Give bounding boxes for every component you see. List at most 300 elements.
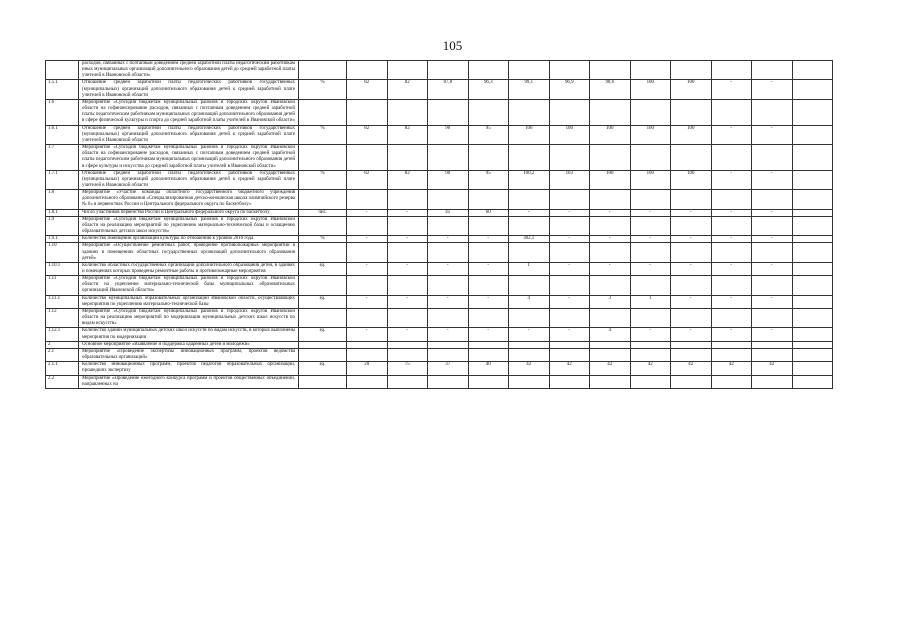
row-number: 2.1 — [46, 348, 79, 361]
row-value: 1 — [630, 295, 671, 308]
row-value — [590, 341, 631, 348]
table-row — [46, 190, 833, 209]
row-value — [428, 243, 469, 262]
row-value: - — [549, 262, 590, 275]
row-value: 45 — [428, 209, 469, 216]
row-value — [792, 362, 833, 375]
row-value: - — [752, 80, 793, 99]
row-value — [590, 348, 631, 361]
row-value — [630, 216, 671, 235]
row-description: Количество областных государственных организаций дополнительного образования детей, в зданиях и помещениях которых проведены ремонтные работы и противопожарные мероприятия — [79, 262, 299, 275]
row-value: - — [590, 236, 631, 243]
row-description: Мероприятие «Субсидия бюджетам муниципальных районов и городских округов Ивановской области на софинансирование расходов, связанных с поэтапным доведением средней заработной платы педагогическим работникам муниципальных организаций дополнительного образования детей в сфере культуры и искусства до средней заработной платы учителей в Ивановской области» — [79, 145, 299, 171]
row-value — [590, 276, 631, 295]
row-value — [509, 190, 550, 209]
row-value: 4 — [590, 328, 631, 341]
row-number: 1.7.1 — [46, 170, 79, 189]
row-value: - — [752, 236, 793, 243]
row-value: 90 — [428, 170, 469, 189]
row-value — [387, 61, 428, 80]
row-value — [630, 145, 671, 171]
row-number: 1.9 — [46, 216, 79, 235]
row-value — [428, 61, 469, 80]
row-description: Отношение средней заработной платы педагогических работников государственных (муниципальных) организаций дополнительного образования детей к средней заработной плате учителей в Ивановской области — [79, 80, 299, 99]
row-value — [711, 190, 752, 209]
table-row — [46, 276, 833, 295]
row-number: 1.10 — [46, 243, 79, 262]
table-body — [46, 61, 833, 389]
row-number: 1.5.1 — [46, 80, 79, 99]
row-unit — [299, 276, 347, 295]
row-value — [630, 190, 671, 209]
row-value — [792, 328, 833, 341]
row-value: - — [671, 295, 712, 308]
row-value — [671, 190, 712, 209]
row-value — [387, 190, 428, 209]
row-value: 96,9 — [549, 80, 590, 99]
row-value: - — [630, 328, 671, 341]
row-value — [468, 61, 509, 80]
row-number: 1.10.1 — [46, 262, 79, 275]
row-value — [468, 243, 509, 262]
row-value — [630, 61, 671, 80]
row-value: - — [590, 262, 631, 275]
row-value — [671, 348, 712, 361]
row-description: Мероприятие «Субсидия бюджетам муниципальных районов и городских округов Ивановской области на укрепление материально-технической базы муниципальных образовательных организаций Ивановской области» — [79, 276, 299, 295]
row-number: 1.6.1 — [46, 125, 79, 144]
row-unit — [299, 375, 347, 388]
row-value — [590, 243, 631, 262]
row-description: Мероприятие «Участие команды областного государственного бюджетного учреждения дополнительного образования «Специализированная детско-юношеская школа олимпийского резерва № 6» в первенствах России и Центрального федерального округа по баскетболу» — [79, 190, 299, 209]
row-description: Мероприятие «Субсидия бюджетам муниципальных районов и городских округов Ивановской области на софинансирование расходов, связанных с поэтапным доведением средней заработной платы педагогическим работникам муниципальных организаций дополнительного образования детей в сфере физической культуры и спорта до средней заработной платы учителей в Ивановской области» — [79, 99, 299, 125]
row-value — [509, 375, 550, 388]
row-value — [468, 375, 509, 388]
row-value — [711, 341, 752, 348]
row-value: 103 — [549, 170, 590, 189]
row-value — [387, 145, 428, 171]
row-value: 302,1 — [509, 236, 550, 243]
row-value — [549, 308, 590, 327]
row-description: Основное мероприятие «Выявление и поддержка одаренных детей и молодежи» — [79, 341, 299, 348]
row-value: 82 — [387, 170, 428, 189]
row-number: 1.6 — [46, 99, 79, 125]
row-value — [630, 276, 671, 295]
row-unit — [299, 243, 347, 262]
row-value — [387, 99, 428, 125]
row-unit: ед. — [299, 362, 347, 375]
row-value: 42 — [711, 362, 752, 375]
row-value: 40 — [468, 362, 509, 375]
row-value — [549, 375, 590, 388]
row-value — [428, 341, 469, 348]
row-value: - — [752, 170, 793, 189]
row-unit: % — [299, 125, 347, 144]
row-value: 100 — [630, 80, 671, 99]
row-value: 20 — [347, 362, 388, 375]
row-value: 100 — [671, 80, 712, 99]
row-value: 42 — [509, 362, 550, 375]
row-number: 2 — [46, 341, 79, 348]
row-value: - — [347, 236, 388, 243]
row-value: - — [549, 236, 590, 243]
row-value — [387, 348, 428, 361]
row-number: 1.12 — [46, 308, 79, 327]
row-unit — [299, 341, 347, 348]
row-value: - — [711, 80, 752, 99]
row-value: 82 — [387, 80, 428, 99]
row-value — [387, 243, 428, 262]
row-description: Мероприятие «Субсидия бюджетам муниципальных районов и городских округов Ивановской области на реализацию мероприятий по модернизации муниципальных детских школ искусств по видам искусств» — [79, 308, 299, 327]
row-value: - — [630, 262, 671, 275]
row-value — [792, 341, 833, 348]
row-value: - — [347, 328, 388, 341]
row-value: 100 — [590, 170, 631, 189]
row-unit: ед. — [299, 262, 347, 275]
row-description: Число участников первенства России и Центрального федерального округа по баскетболу — [79, 209, 299, 216]
row-value — [752, 61, 793, 80]
row-value: - — [428, 328, 469, 341]
row-value — [671, 341, 712, 348]
row-value: 42 — [590, 362, 631, 375]
row-value — [671, 308, 712, 327]
table-row — [46, 348, 833, 361]
row-value — [711, 276, 752, 295]
row-description: Мероприятие «Проведение ежегодного конкурса программ и проектов общественных объединений, направленных на — [79, 375, 299, 388]
row-number: 1.12.1 — [46, 328, 79, 341]
row-value: 4 — [509, 295, 550, 308]
row-description: Отношение средней заработной платы педагогических работников государственных (муниципальных) организаций дополнительного образования детей к средней заработной плате учителей в Ивановской области — [79, 170, 299, 189]
row-value — [671, 99, 712, 125]
row-value — [468, 276, 509, 295]
row-value: - — [509, 328, 550, 341]
row-value — [590, 99, 631, 125]
row-value — [549, 190, 590, 209]
row-value: - — [711, 209, 752, 216]
row-value: - — [387, 328, 428, 341]
row-value — [590, 61, 631, 80]
table-row — [46, 80, 833, 99]
row-description: Отношение средней заработной платы педагогических работников государственных (муниципальных) организаций дополнительного образования детей к средней заработной плате учителей в Ивановской области — [79, 125, 299, 144]
row-value: - — [347, 295, 388, 308]
row-value: - — [752, 328, 793, 341]
row-value: 100 — [671, 170, 712, 189]
row-value — [792, 125, 833, 144]
row-description: Количество зданий муниципальных детских школ искусств по видам искусств, в которых выполнены мероприятия по модернизации — [79, 328, 299, 341]
row-value — [792, 209, 833, 216]
row-value — [428, 190, 469, 209]
row-number — [46, 61, 79, 80]
row-value: 3 — [590, 295, 631, 308]
row-value — [752, 341, 793, 348]
row-value — [509, 348, 550, 361]
row-value — [752, 243, 793, 262]
row-value: 1 — [509, 262, 550, 275]
row-value — [347, 216, 388, 235]
row-value — [387, 216, 428, 235]
table-row — [46, 125, 833, 144]
row-value — [428, 348, 469, 361]
table-row — [46, 170, 833, 189]
table-row — [46, 145, 833, 171]
row-value — [590, 216, 631, 235]
row-value: - — [428, 262, 469, 275]
row-value: 98,6 — [590, 80, 631, 99]
row-number: 1.9.1 — [46, 236, 79, 243]
row-value — [347, 99, 388, 125]
row-value: 42 — [671, 362, 712, 375]
row-value — [468, 216, 509, 235]
row-number: 1.11 — [46, 276, 79, 295]
row-value — [630, 375, 671, 388]
row-value: - — [711, 236, 752, 243]
table-row — [46, 61, 833, 80]
table-row — [46, 362, 833, 375]
row-description: расходов, связанных с поэтапным доведением средней заработной платы педагогическим работникам иных муниципальных организаций дополнительного образования детей до средней заработной платы учителей в Ивановской области» — [79, 61, 299, 80]
row-value — [792, 308, 833, 327]
row-number: 1.7 — [46, 145, 79, 171]
row-value — [792, 170, 833, 189]
row-value — [468, 145, 509, 171]
row-value: - — [347, 209, 388, 216]
row-value — [509, 308, 550, 327]
row-value — [752, 99, 793, 125]
row-value: - — [630, 209, 671, 216]
row-value — [468, 190, 509, 209]
row-value — [671, 276, 712, 295]
row-unit: % — [299, 170, 347, 189]
row-value — [792, 276, 833, 295]
table-row — [46, 236, 833, 243]
row-value: - — [468, 262, 509, 275]
row-value — [671, 61, 712, 80]
row-value: 87,8 — [428, 80, 469, 99]
table-row — [46, 262, 833, 275]
row-unit — [299, 308, 347, 327]
row-value — [347, 190, 388, 209]
row-value: 100,2 — [509, 170, 550, 189]
table-row — [46, 328, 833, 341]
row-number: 1.11.1 — [46, 295, 79, 308]
row-value — [792, 145, 833, 171]
row-value: - — [468, 236, 509, 243]
row-number: 2.1.1 — [46, 362, 79, 375]
row-value — [509, 216, 550, 235]
row-value — [792, 236, 833, 243]
row-value: - — [549, 295, 590, 308]
row-value: 100 — [671, 125, 712, 144]
row-value — [671, 243, 712, 262]
row-number: 2.2 — [46, 375, 79, 388]
page-number: 105 — [442, 38, 463, 53]
row-value — [711, 243, 752, 262]
row-value — [387, 341, 428, 348]
row-value — [792, 295, 833, 308]
row-value — [428, 216, 469, 235]
row-value — [347, 145, 388, 171]
row-description: Количество муниципальных образовательных организаций Ивановской области, осуществляющих мероприятия по укреплению материально-технической базы — [79, 295, 299, 308]
row-value — [671, 145, 712, 171]
row-value: 60 — [468, 209, 509, 216]
row-unit — [299, 61, 347, 80]
row-value: - — [671, 328, 712, 341]
row-value: - — [468, 295, 509, 308]
row-value — [630, 308, 671, 327]
row-value — [711, 145, 752, 171]
row-value: 42 — [752, 362, 793, 375]
row-value: - — [711, 262, 752, 275]
row-value: 82 — [347, 125, 388, 144]
row-value: - — [549, 209, 590, 216]
row-value — [468, 308, 509, 327]
row-number: 1.8.1 — [46, 209, 79, 216]
row-value — [549, 145, 590, 171]
row-value — [509, 61, 550, 80]
row-value — [549, 243, 590, 262]
row-value — [428, 99, 469, 125]
row-unit: % — [299, 236, 347, 243]
row-value — [468, 348, 509, 361]
row-value: - — [752, 295, 793, 308]
row-value — [509, 276, 550, 295]
row-value — [711, 216, 752, 235]
row-value — [792, 99, 833, 125]
row-value: 82 — [347, 80, 388, 99]
row-value — [347, 61, 388, 80]
row-value: - — [387, 262, 428, 275]
row-unit: % — [299, 80, 347, 99]
row-value: 42 — [549, 362, 590, 375]
indicators-table — [45, 60, 833, 389]
row-value — [671, 216, 712, 235]
row-value — [347, 308, 388, 327]
row-unit — [299, 216, 347, 235]
row-value — [630, 99, 671, 125]
row-value — [549, 341, 590, 348]
row-value — [468, 341, 509, 348]
row-value — [509, 99, 550, 125]
row-value — [630, 348, 671, 361]
row-value: 95 — [468, 170, 509, 189]
row-value — [509, 341, 550, 348]
row-value: - — [509, 209, 550, 216]
row-value: 95 — [468, 125, 509, 144]
row-value: - — [630, 236, 671, 243]
row-unit: ед. — [299, 328, 347, 341]
row-value — [590, 190, 631, 209]
table-row — [46, 243, 833, 262]
table-row — [46, 308, 833, 327]
row-value: - — [468, 328, 509, 341]
table-row — [46, 295, 833, 308]
row-value: 82 — [347, 170, 388, 189]
row-value: - — [549, 328, 590, 341]
row-value: - — [428, 236, 469, 243]
row-value: - — [711, 328, 752, 341]
row-value: 37 — [428, 362, 469, 375]
row-value: - — [387, 236, 428, 243]
row-value — [792, 375, 833, 388]
row-value — [347, 375, 388, 388]
row-value: - — [711, 125, 752, 144]
row-value: 100 — [630, 170, 671, 189]
row-value — [752, 375, 793, 388]
row-value: - — [590, 209, 631, 216]
row-value — [792, 243, 833, 262]
table-row — [46, 209, 833, 216]
row-value: - — [752, 125, 793, 144]
row-value: 96,3 — [468, 80, 509, 99]
row-value — [711, 375, 752, 388]
row-unit — [299, 190, 347, 209]
row-description: Мероприятие «Осуществление ремонтных работ, проведение противопожарных мероприятий в зданиях и помещениях областных государственных организаций дополнительного образования детей» — [79, 243, 299, 262]
table-row — [46, 216, 833, 235]
row-value: - — [711, 295, 752, 308]
row-value: 99,1 — [509, 80, 550, 99]
row-value: - — [671, 262, 712, 275]
row-value — [792, 190, 833, 209]
row-value — [630, 341, 671, 348]
row-value — [752, 190, 793, 209]
row-value: - — [428, 295, 469, 308]
row-value — [428, 375, 469, 388]
row-value — [792, 216, 833, 235]
row-unit — [299, 145, 347, 171]
row-value — [590, 308, 631, 327]
row-value — [752, 145, 793, 171]
row-value — [792, 348, 833, 361]
row-value — [347, 348, 388, 361]
row-value: - — [752, 209, 793, 216]
row-value: - — [752, 262, 793, 275]
row-value — [792, 262, 833, 275]
row-unit — [299, 348, 347, 361]
row-description: Количество инновационных программ, проектов педагогов образовательных организаций, прошедших экспертизу — [79, 362, 299, 375]
row-value — [792, 61, 833, 80]
row-value — [752, 276, 793, 295]
row-value — [509, 243, 550, 262]
row-value: - — [711, 170, 752, 189]
row-value — [509, 145, 550, 171]
row-unit: ед. — [299, 295, 347, 308]
table-row — [46, 375, 833, 388]
row-value — [711, 99, 752, 125]
row-value — [387, 308, 428, 327]
row-value: - — [671, 209, 712, 216]
row-value — [711, 61, 752, 80]
table-row — [46, 99, 833, 125]
row-unit — [299, 99, 347, 125]
row-number: 1.8 — [46, 190, 79, 209]
row-value — [671, 375, 712, 388]
row-value — [549, 348, 590, 361]
row-value — [347, 341, 388, 348]
row-value — [590, 145, 631, 171]
row-value: 100 — [509, 125, 550, 144]
row-unit: чел. — [299, 209, 347, 216]
row-value — [347, 276, 388, 295]
row-description: Количество помещений организаций культуры по отношению к уровню 2010 года — [79, 236, 299, 243]
row-value — [752, 348, 793, 361]
row-value — [387, 276, 428, 295]
row-value — [549, 99, 590, 125]
row-value — [711, 348, 752, 361]
row-value: 75 — [387, 362, 428, 375]
row-value — [752, 216, 793, 235]
row-value — [549, 61, 590, 80]
row-value: - — [387, 295, 428, 308]
row-value: 82 — [387, 125, 428, 144]
row-value — [752, 308, 793, 327]
